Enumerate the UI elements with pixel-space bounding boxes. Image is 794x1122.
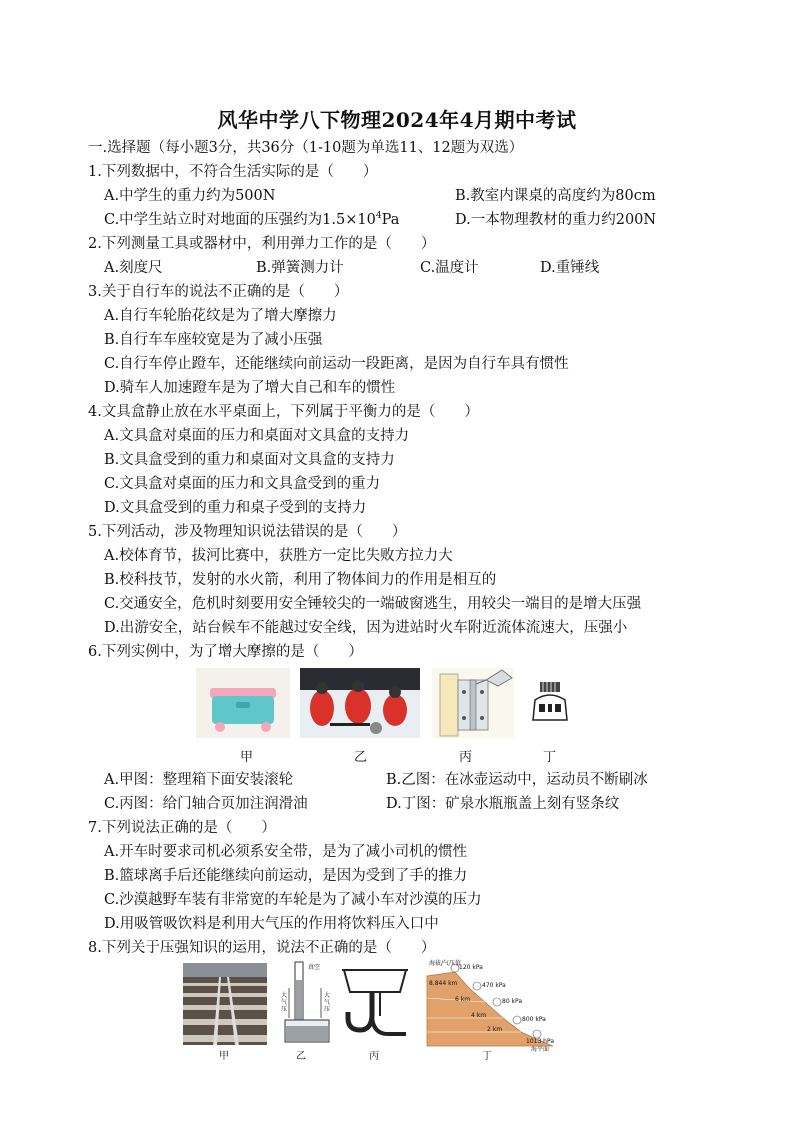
q2-option-b: B.弹簧测力计 xyxy=(256,260,344,276)
q8-sea-level-label: 海平面 xyxy=(531,1046,550,1053)
q7-option-b: B.篮球离手后还能继续向前运动，是因为受到了手的推力 xyxy=(104,868,468,884)
q2-option-d: D.重锤线 xyxy=(540,260,600,276)
q3-option-d: D.骑车人加速蹬车是为了增大自己和车的惯性 xyxy=(104,380,396,396)
q8-barometer-vacuum-label: 真空 xyxy=(308,964,321,971)
q8-pressure-label-5: 1013 hPa xyxy=(526,1038,555,1045)
question-7-stem: 7.下列说法正确的是（ ） xyxy=(88,820,276,836)
q1-option-c-unit: Pa xyxy=(381,212,400,228)
q8-pressure-label-4: 800 kPa xyxy=(522,1016,546,1023)
q6-figure-curling xyxy=(300,668,420,738)
q4-option-d: D.文具盒受到的重力和桌子受到的支持力 xyxy=(104,500,367,516)
q6-figure-label-bing: 丙 xyxy=(459,750,473,765)
q5-option-b: B.校科技节，发射的水火箭，利用了物体间力的作用是相互的 xyxy=(104,572,497,588)
q6-figure-storage-box xyxy=(196,668,290,738)
question-8-stem: 8.下列关于压强知识的运用，说法不正确的是（ ） xyxy=(88,940,436,956)
q8-pressure-label-3: 80 kPa xyxy=(502,998,523,1005)
q8-figure-barometer xyxy=(281,958,333,1044)
q6-figure-label-ding: 丁 xyxy=(543,750,557,765)
q3-option-c: C.自行车停止蹬车，还能继续向前运动一段距离，是因为自行车具有惯性 xyxy=(104,356,569,372)
q5-option-d: D.出游安全，站台候车不能越过安全线，因为进站时火车附近流体流速大，压强小 xyxy=(104,620,628,636)
section-heading: 一.选择题（每小题3分，共36分（1-10题为单选11、12题为双选） xyxy=(88,140,524,156)
q6-option-a: A.甲图：整理箱下面安装滚轮 xyxy=(104,772,294,788)
q8-figure-label-yi: 乙 xyxy=(296,1051,306,1062)
q8-barometer-air-left-label: 大气压 xyxy=(281,992,288,1013)
question-3-stem: 3.关于自行车的说法不正确的是（ ） xyxy=(88,284,349,300)
q6-option-c: C.丙图：给门轴合页加注润滑油 xyxy=(104,796,308,812)
q6-figure-label-yi: 乙 xyxy=(354,750,368,765)
q1-option-c-exponent: 4 xyxy=(375,211,382,222)
q7-option-c: C.沙漠越野车装有非常宽的车轮是为了减小车对沙漠的压力 xyxy=(104,892,482,908)
q5-option-a: A.校体育节，拔河比赛中，获胜方一定比失败方拉力大 xyxy=(104,548,453,564)
q8-altitude-label-2: 6 km xyxy=(455,996,471,1003)
q8-pressure-label-2: 470 kPa xyxy=(482,982,506,989)
q6-option-d: D.丁图：矿泉水瓶瓶盖上刻有竖条纹 xyxy=(386,796,620,812)
q4-option-c: C.文具盒对桌面的压力和文具盒受到的重力 xyxy=(104,476,381,492)
q5-option-c: C.交通安全，危机时刻要用安全锤较尖的一端破窗逃生，用较尖一端目的是增大压强 xyxy=(104,596,642,612)
q1-option-a: A.中学生的重力约为500N xyxy=(104,188,276,204)
q1-option-c-text: C.中学生站立时对地面的压强约为1.5×10 xyxy=(104,212,376,228)
q8-altitude-label-1: 8.844 km xyxy=(429,980,458,987)
q6-figure-bottle-cap xyxy=(527,680,573,728)
q6-option-b: B.乙图：在冰壶运动中，运动员不断刷冰 xyxy=(386,772,648,788)
question-6-stem: 6.下列实例中，为了增大摩擦的是（ ） xyxy=(88,644,363,660)
q8-figure-label-jia: 甲 xyxy=(219,1051,229,1062)
q8-barometer-air-right-label: 大气压 xyxy=(324,992,331,1013)
q8-figure-sink-trap xyxy=(340,964,410,1044)
page-title: 风华中学八下物理2024年4月期中考试 xyxy=(217,108,577,132)
question-4-stem: 4.文具盒静止放在水平桌面上，下列属于平衡力的是（ ） xyxy=(88,404,479,420)
q8-pressure-label-1: 120 kPa xyxy=(459,964,483,971)
q7-option-a: A.开车时要求司机必须系安全带，是为了减小司机的惯性 xyxy=(104,844,468,860)
q1-option-c xyxy=(104,210,399,230)
q6-figure-hinge-oil xyxy=(432,668,514,738)
question-1-stem: 1.下列数据中，不符合生活实际的是（ ） xyxy=(88,164,378,180)
question-2-stem: 2.下列测量工具或器材中，利用弹力工作的是（ ） xyxy=(88,236,436,252)
q3-option-b: B.自行车车座较宽是为了减小压强 xyxy=(104,332,323,348)
q8-figure-label-ding: 丁 xyxy=(482,1051,492,1062)
q4-option-a: A.文具盒对桌面的压力和桌面对文具盒的支持力 xyxy=(104,428,410,444)
q8-altitude-label-4: 2 km xyxy=(487,1026,503,1033)
q1-option-b: B.教室内课桌的高度约为80cm xyxy=(455,188,656,204)
q1-option-d: D.一本物理教材的重力约200N xyxy=(455,212,657,228)
q4-option-b: B.文具盒受到的重力和桌面对文具盒的支持力 xyxy=(104,452,395,468)
q3-option-a: A.自行车轮胎花纹是为了增大摩擦力 xyxy=(104,308,337,324)
q8-figure-altitude-pressure xyxy=(425,958,555,1053)
q8-figure-label-bing: 丙 xyxy=(369,1051,379,1062)
q8-altitude-label-3: 4 km xyxy=(471,1012,487,1019)
q7-option-d: D.用吸管吸饮料是利用大气压的作用将饮料压入口中 xyxy=(104,916,439,932)
question-5-stem: 5.下列活动，涉及物理知识说法错误的是（ ） xyxy=(88,524,407,540)
q2-option-a: A.刻度尺 xyxy=(104,260,163,276)
q8-altitude-title: 海拔/气压值 xyxy=(429,960,462,967)
q6-figure-label-jia: 甲 xyxy=(240,750,254,765)
q8-figure-railway xyxy=(183,963,267,1045)
q2-option-c: C.温度计 xyxy=(420,260,479,276)
